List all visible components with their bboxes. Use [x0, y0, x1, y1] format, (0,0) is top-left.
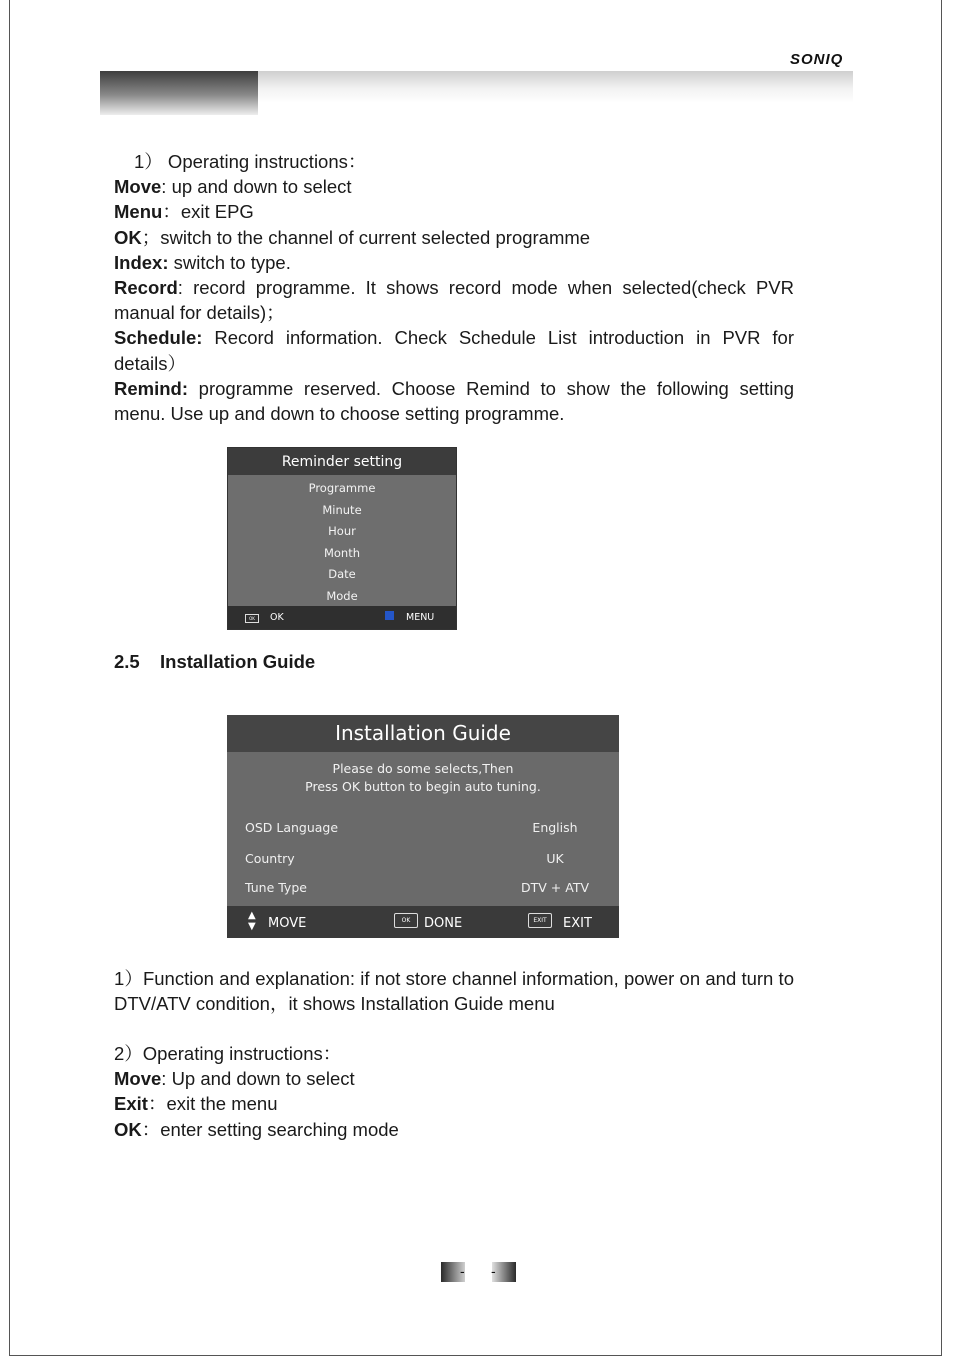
- install-row-value: UK: [546, 851, 564, 866]
- install-function-text: [114, 966, 794, 1016]
- reminder-item-hour[interactable]: Hour: [328, 524, 356, 539]
- reminder-item-month[interactable]: Month: [323, 545, 361, 560]
- exit-key-icon: EXIT: [528, 913, 552, 928]
- page-number-dash-right: -: [491, 1263, 496, 1279]
- header-block: [100, 71, 258, 115]
- instruction-record: Record: record programme. It shows record mode when selected(check PVR manual for details)；: [114, 277, 794, 324]
- install-row-label: OSD Language: [245, 820, 339, 835]
- reminder-menu-footer: [228, 606, 456, 629]
- install-instructions: [114, 1041, 794, 1142]
- instruction-menu: Menu：exit EPG: [114, 201, 254, 223]
- install-row-label: Country: [245, 851, 295, 866]
- instruction-exit: Exit：exit the menu: [114, 1093, 278, 1115]
- instruction-ok: OK：enter setting searching mode: [114, 1118, 399, 1140]
- install-message-line-1: Please do some selects,Then: [332, 761, 514, 776]
- instruction-move: Move: Up and down to select: [114, 1068, 355, 1090]
- reminder-menu-list: [228, 475, 456, 607]
- ok-hint-label: OK: [270, 612, 284, 623]
- instruction-move: Move: up and down to select: [114, 176, 352, 198]
- install-menu-footer: [227, 906, 619, 938]
- install-row-value: English: [532, 820, 578, 835]
- ok-key-icon: OK: [394, 913, 418, 928]
- blue-key-icon: [385, 611, 394, 620]
- instruction-schedule: Schedule: Record information. Check Schedule List introduction in PVR for details）: [114, 327, 794, 374]
- menu-hint-label: MENU: [406, 612, 435, 623]
- reminder-item-date[interactable]: Date: [328, 567, 356, 582]
- install-row-label: Tune Type: [245, 880, 307, 895]
- brand-logo: SONIQ: [790, 51, 844, 68]
- install-menu-title: Installation Guide: [227, 715, 619, 752]
- instructions-heading: 1） Operating instructions：: [134, 151, 367, 172]
- exit-hint-label: EXIT: [563, 916, 592, 931]
- remind-instructions: [114, 149, 794, 426]
- move-hint-label: MOVE: [268, 916, 307, 931]
- section-heading: [114, 651, 315, 673]
- install-row-osd-language[interactable]: [245, 820, 619, 835]
- instruction-index: Index: switch to type.: [114, 251, 291, 273]
- page-number-dash-left: -: [460, 1263, 465, 1279]
- reminder-setting-menu: [227, 447, 457, 630]
- installation-guide-menu: [227, 715, 619, 938]
- reminder-item-programme[interactable]: Programme: [308, 481, 376, 495]
- up-down-arrows-icon: ▲ ▼: [248, 910, 256, 932]
- install-row-tune-type[interactable]: [245, 880, 619, 895]
- instruction-remind: Remind: programme reserved. Choose Remind to show the following setting menu. Use up and down to choose setting programme.: [114, 377, 794, 425]
- install-row-country[interactable]: [245, 851, 619, 866]
- section-number: 2.5: [114, 651, 140, 672]
- reminder-menu-title: Reminder setting: [228, 448, 456, 475]
- instruction-ok: OK；switch to the channel of current selected programme: [114, 226, 591, 248]
- reminder-item-minute[interactable]: Minute: [322, 502, 362, 517]
- install-message: [227, 760, 619, 796]
- install-message-line-2: Press OK button to begin auto tuning.: [305, 779, 541, 794]
- function-paragraph: 1）Function and explanation: if not store channel information, power on and turn to DTV/ATV condition，it shows Installation Guide menu: [114, 968, 794, 1015]
- reminder-item-mode[interactable]: Mode: [326, 588, 358, 603]
- install-row-value: DTV + ATV: [521, 880, 589, 895]
- section-title: Installation Guide: [160, 651, 316, 672]
- install-instructions-heading: 2）Operating instructions：: [114, 1043, 342, 1064]
- ok-key-icon: OK: [245, 614, 259, 623]
- done-hint-label: DONE: [424, 916, 463, 931]
